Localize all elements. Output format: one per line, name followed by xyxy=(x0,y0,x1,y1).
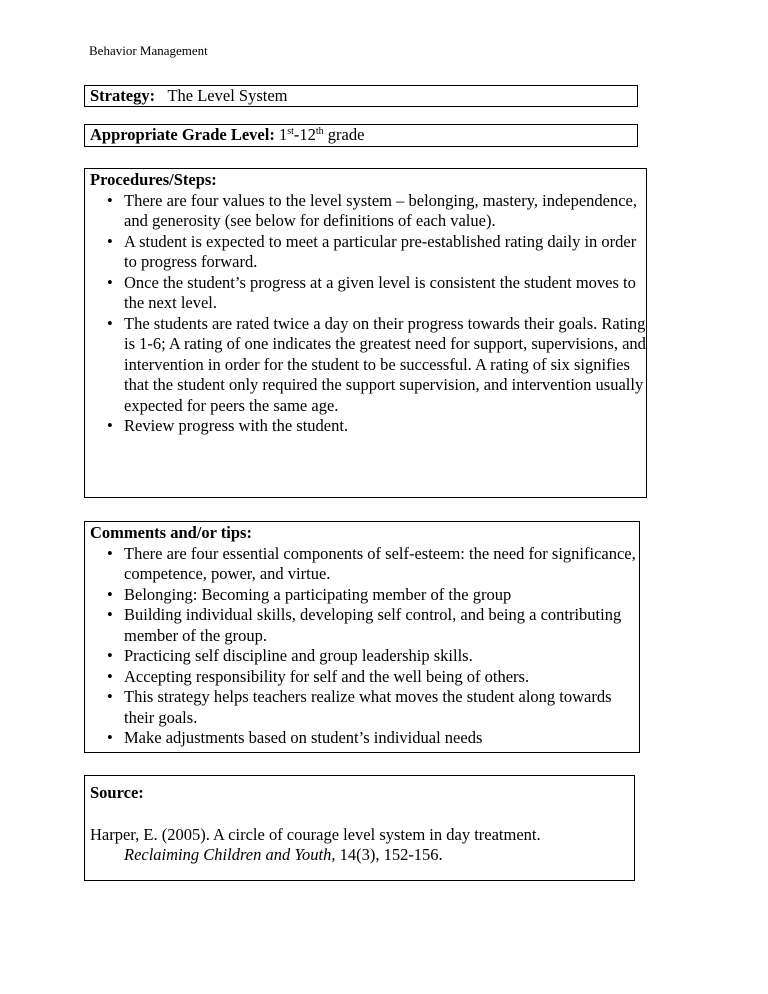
comments-heading: Comments and/or tips: xyxy=(90,523,252,542)
journal-title: Reclaiming Children and Youth, xyxy=(124,845,336,864)
citation-line: Harper, E. (2005). A circle of courage level system in day treatment. xyxy=(90,824,541,844)
list-item: • Building individual skills, developing self control, and being a contributing member of the group. xyxy=(107,605,622,645)
list-item: • A student is expected to meet a particular pre-established rating daily in order to progress forward. xyxy=(107,231,637,271)
bullet-icon: • xyxy=(107,605,113,624)
list-item: • There are four values to the level system – belonging, mastery, independence, and generosity (see below for definitions of each value). xyxy=(107,190,637,230)
bullet-icon: • xyxy=(107,543,113,563)
strategy-box xyxy=(84,85,638,107)
bullet-icon: • xyxy=(107,272,113,292)
grade-level-label: Appropriate Grade Level: xyxy=(90,125,275,144)
strategy-value: The Level System xyxy=(167,86,288,105)
citation-journal-line xyxy=(90,845,634,866)
citation xyxy=(90,825,634,866)
list-item: • Accepting responsibility for self and the well being of others. xyxy=(107,666,530,686)
running-header: Behavior Management xyxy=(89,43,208,58)
bullet-icon: • xyxy=(107,666,113,686)
bullet-icon: • xyxy=(107,728,113,747)
bullet-icon: • xyxy=(107,416,113,435)
volume-pages: 14(3), 152-156. xyxy=(335,845,443,864)
bullet-icon: • xyxy=(107,313,113,333)
list-item: • Practicing self discipline and group leadership skills. xyxy=(107,646,473,665)
comments-box xyxy=(84,521,640,753)
list-item: • The students are rated twice a day on their progress towards their goals. Rating is 1-6; A rating of one indicates the greatest need for support, supervisions, and intervention in order for the student to be successful. A rating of six signifies that the student only required the support supervision, and intervention usually expected for peers the same age. xyxy=(107,313,646,415)
grade-level-box xyxy=(84,124,638,147)
bullet-icon: • xyxy=(107,646,113,665)
comments-list xyxy=(90,544,639,749)
procedures-box xyxy=(84,168,647,498)
strategy-label: Strategy: xyxy=(90,86,156,105)
list-item: • Once the student’s progress at a given level is consistent the student moves to the next level. xyxy=(107,272,636,312)
bullet-icon: • xyxy=(107,190,113,210)
source-box xyxy=(84,775,635,881)
list-item: • Make adjustments based on student’s individual needs xyxy=(107,728,483,747)
list-item: • This strategy helps teachers realize what moves the student along towards their goals. xyxy=(107,687,612,727)
source-heading: Source: xyxy=(90,783,144,802)
bullet-icon: • xyxy=(107,687,113,706)
list-item: • There are four essential components of self-esteem: the need for significance, competence, power, and virtue. xyxy=(107,543,636,583)
procedures-list xyxy=(90,191,646,437)
bullet-icon: • xyxy=(107,231,113,251)
bullet-icon: • xyxy=(107,584,113,604)
list-item: • Belonging: Becoming a participating member of the group xyxy=(107,584,512,604)
list-item: • Review progress with the student. xyxy=(107,416,349,435)
grade-level-value: 1st-12th grade xyxy=(278,125,365,144)
procedures-heading: Procedures/Steps: xyxy=(90,170,217,189)
